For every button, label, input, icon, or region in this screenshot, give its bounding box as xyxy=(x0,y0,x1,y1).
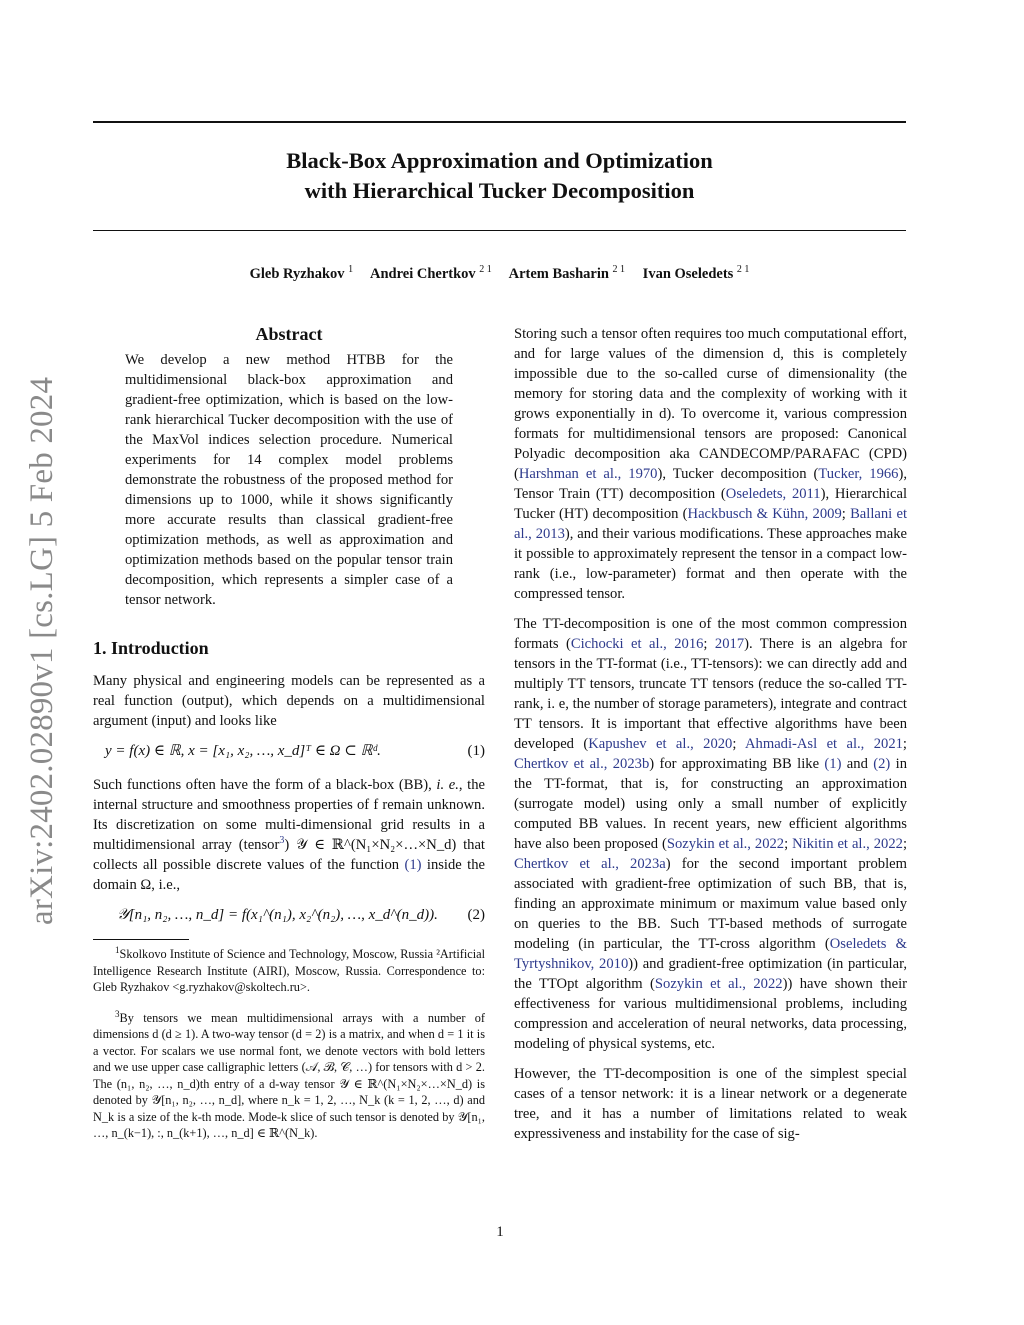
right-paragraph-1 xyxy=(514,324,907,604)
equation-ref-link[interactable]: (2) xyxy=(873,756,891,772)
footnotes xyxy=(93,946,485,1142)
text-run-italic: i. e. xyxy=(436,777,459,793)
author-affiliation: 2 1 xyxy=(736,264,750,276)
footnote-mark: 3 xyxy=(115,1008,120,1019)
page-number: 1 xyxy=(496,1224,504,1240)
equation-ref-link[interactable]: (1) xyxy=(404,857,422,873)
citation-link[interactable]: Kapushev et al., 2020 xyxy=(588,736,733,752)
intro-paragraph-2 xyxy=(93,775,485,895)
author-name: Gleb Ryzhakov xyxy=(249,266,345,282)
author-name: Artem Basharin xyxy=(508,266,609,282)
text-run: ; xyxy=(902,836,907,852)
section-heading-introduction: 1. Introduction xyxy=(93,638,209,658)
text-run: ; xyxy=(732,736,746,752)
footnote-affiliations xyxy=(93,946,485,996)
equation-2-body: 𝒴[n₁, n₂, …, n_d] = f(x₁^(n₁), x₂^(n₂), …, x_d^(n_d)). xyxy=(117,907,438,923)
author-name: Andrei Chertkov xyxy=(370,266,476,282)
intro-paragraph-1: Many physical and engineering models can be represented as a real function (output), which depends on a multidimensional argument (input) and looks like xyxy=(93,673,485,729)
text-run: )) have shown their effectiveness for various multidimensional problems, including compression and acceleration of neural networks, data processing, modeling of physical systems, etc. xyxy=(514,976,907,1052)
text-run: in the TT-format, that is, for constructing an approximation (surrogate model) using only a small number of explicitly computed BB values. In recent years, new efficient algorithms have also been proposed ( xyxy=(514,756,907,852)
citation-link[interactable]: Oseledets, 2011 xyxy=(725,486,821,502)
citation-link[interactable]: Tucker, 1966 xyxy=(818,466,899,482)
citation-link[interactable]: Ahmadi-Asl et al., 2021 xyxy=(745,736,903,752)
citation-link[interactable]: Cichocki et al., 2016 xyxy=(570,636,704,652)
right-paragraph-2 xyxy=(514,614,907,1054)
title-line-1: Black-Box Approximation and Optimization xyxy=(286,148,713,173)
text-run: inside the domain Ω, i.e., xyxy=(93,857,485,893)
text-run: Such functions often have the form of a black-box (BB), xyxy=(93,777,437,793)
equation-2-number: (2) xyxy=(467,907,485,923)
right-column xyxy=(514,324,907,1154)
citation-link[interactable]: Hackbusch & Kühn, 2009 xyxy=(687,506,842,522)
author-name: Ivan Oseledets xyxy=(642,266,734,282)
text-run: , the internal structure and smoothness properties of f remain unknown. Its discretization on some multi-dimensional grid results in a multidimensional array (tensor xyxy=(93,777,485,853)
citation-link[interactable]: Oseledets & Tyrtyshnikov, 2010 xyxy=(514,936,907,972)
text-run: ), Tensor Train (TT) decomposition ( xyxy=(514,466,907,502)
text-run: ; xyxy=(784,836,793,852)
footnote-text: By tensors we mean multidimensional arrays with a number of dimensions d (d ≥ 1). A two-way tensor (d = 2) is a matrix, and when d = 1 it is a vector. For scalars we use normal font, we denote vectors with bold letters and we use upper case calligraphic letters (𝒜, ℬ, 𝒞, …) for tensors with d > 2. The (n₁, n₂, …, n_d)th entry of a d-way tensor 𝒴 ∈ ℝ^(N₁×N₂×…×N_d) is denoted by 𝒴[n₁, n₂, …, n_d], where n_k = 1, 2, …, N_k (k = 1, 2, …, d) and N_k is a size of the k-th mode. Mode-k slice of such tensor is denoted by 𝒴[n₁, …, n_(k−1), :, n_(k+1), …, n_d] ∈ ℝ^(N_k). xyxy=(93,1010,485,1140)
author-list xyxy=(93,266,906,283)
title-line-2: with Hierarchical Tucker Decomposition xyxy=(304,178,695,203)
footnote-mark: 1 xyxy=(115,944,120,955)
citation-link[interactable]: Chertkov et al., 2023b xyxy=(514,756,650,772)
footnote-tensors xyxy=(93,1010,485,1142)
right-paragraph-3: However, the TT-decomposition is one of the simplest special cases of a tensor network: it is a linear network or a degenerate tree, and it has a number of limitations related to weak expressiveness and instability for the case of sig- xyxy=(514,1066,907,1142)
title-rule-bottom xyxy=(93,230,906,231)
author-affiliation: 2 1 xyxy=(612,264,626,276)
paper-title xyxy=(93,146,906,206)
citation-link[interactable]: Chertkov et al., 2023a xyxy=(514,856,666,872)
text-run: ; xyxy=(902,736,907,752)
text-run: ), Hierarchical Tucker (HT) decomposition ( xyxy=(514,486,908,522)
footnote-divider xyxy=(93,939,189,940)
citation-link[interactable]: Harshman et al., 1970 xyxy=(518,466,658,482)
footnote-text: Skolkovo Institute of Science and Technology, Moscow, Russia ²Artificial Intelligence Research Institute (AIRI), Moscow, Russia. Correspondence to: Gleb Ryzhakov <g.ryzhakov@skoltech.ru>. xyxy=(93,947,485,994)
text-run: ; xyxy=(703,636,715,652)
text-run: Storing such a tensor often requires too much computational effort, and for large values of the dimension d, this is completely impossible due to the so-called curse of dimensionality (the memory for storing data and the complexity of working with it grows exponentially in d). To overcome it, various compression formats for multidimensional tensors are proposed: Canonical Polyadic decomposition aka CANDECOMP/PARAFAC (CPD) ( xyxy=(514,326,907,482)
text-run: ) for approximating BB like xyxy=(649,756,825,772)
text-run: ), Tucker decomposition ( xyxy=(657,466,819,482)
abstract-body: We develop a new method HTBB for the multidimensional black-box approximation and gradient-free optimization, which is based on the low-rank hierarchical Tucker decomposition with the use of the MaxVol indices selection procedure. Numerical experiments for 14 complex model problems demonstrate the robustness of the proposed method for dimensions up to 1000, while it shows significantly more accurate results than classical gradient-free optimization methods, as well as approximation and optimization methods based on the popular tensor train decomposition, which represents a simpler case of a tensor network. xyxy=(125,352,453,608)
equation-1-number: (1) xyxy=(467,743,485,759)
text-run: and xyxy=(841,756,874,772)
title-rule-top xyxy=(93,121,906,123)
abstract-heading: Abstract xyxy=(255,324,323,344)
citation-link[interactable]: Ballani et al., 2013 xyxy=(514,506,907,542)
text-run: ), and their various modifications. These approaches make it possible to approximately represent the tensor in a compact low-rank (i.e., low-parameter) format and then operate with the compressed tensor. xyxy=(514,526,907,602)
author-affiliation: 1 xyxy=(348,264,354,276)
equation-1 xyxy=(93,741,485,761)
citation-link[interactable]: Sozykin et al., 2022 xyxy=(666,836,785,852)
text-run: The TT-decomposition is one of the most common compression formats ( xyxy=(514,616,907,652)
equation-ref-link[interactable]: (1) xyxy=(824,756,842,772)
author-affiliation: 2 1 xyxy=(479,264,492,276)
text-run: ; xyxy=(841,506,851,522)
text-run: ). There is an algebra for tensors in the TT-format (i.e., TT-tensors): we can directly add and multiply TT tensors, truncate TT tensors (reduce the so-called TT-rank, i. e, the number of storage parameters), integrate and contract TT tensors. It is important that effective algorithms have been developed ( xyxy=(514,636,908,752)
footnote-mark[interactable]: 3 xyxy=(279,835,285,847)
text-run: )) and gradient-free optimization (in particular, the TTOpt algorithm ( xyxy=(514,956,907,992)
equation-1-body: y = f(x) ∈ ℝ, x = [x₁, x₂, …, x_d]ᵀ ∈ Ω ⊂ ℝᵈ. xyxy=(105,743,381,759)
text-run: ) 𝒴 ∈ ℝ^(N₁×N₂×…×N_d) that collects all possible discrete values of the function xyxy=(93,837,485,873)
citation-link[interactable]: Sozykin et al., 2022 xyxy=(654,976,783,992)
arxiv-stamp: arXiv:2402.02890v1 [cs.LG] 5 Feb 2024 xyxy=(24,376,60,925)
left-column xyxy=(93,322,485,1156)
citation-link[interactable]: 2017 xyxy=(714,636,745,652)
equation-2 xyxy=(93,905,485,925)
citation-link[interactable]: Nikitin et al., 2022 xyxy=(792,836,903,852)
text-run: ) for the second important problem associated with gradient-free optimization of such BB, that is, finding an approximate minimum or maximum value based only on queries to the BB. Such TT-based methods of surrogate modeling (in particular, the TT-cross algorithm ( xyxy=(514,856,907,952)
